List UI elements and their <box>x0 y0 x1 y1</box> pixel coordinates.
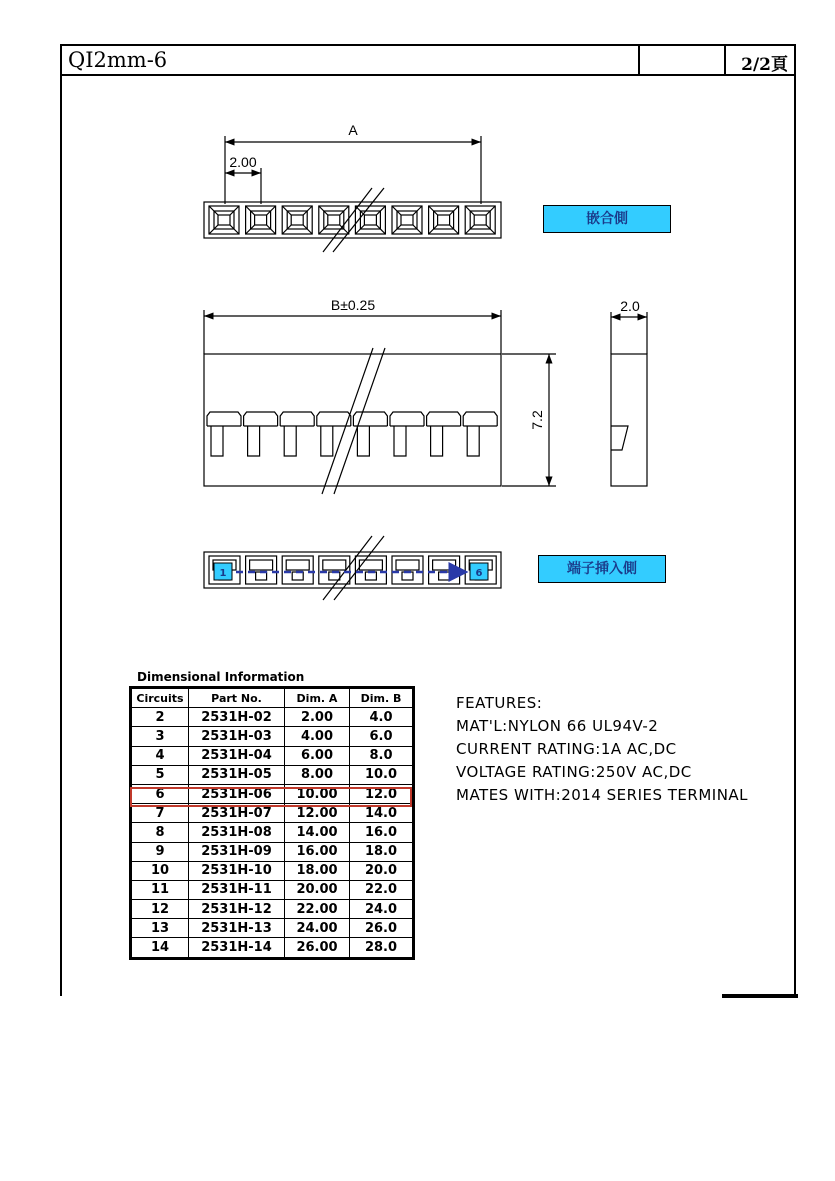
cell-dim-a: 18.00 <box>285 861 350 880</box>
cell-dim-a: 10.00 <box>285 784 350 803</box>
cell-part-no: 2531H-08 <box>189 823 285 842</box>
front-slot <box>427 412 461 456</box>
cell-dim-b: 20.0 <box>350 861 413 880</box>
cell-circuits: 14 <box>132 938 189 957</box>
cell-dim-a: 12.00 <box>285 804 350 823</box>
drawing-title: QI2mm-6 <box>68 48 168 72</box>
last-pin-number: 6 <box>475 568 483 579</box>
cell-part-no: 2531H-03 <box>189 727 285 746</box>
side-width-label: 2.0 <box>620 298 640 314</box>
bottom-cavities <box>209 556 496 584</box>
insert-cavity <box>429 556 460 584</box>
feature-current: CURRENT RATING:1A AC,DC <box>456 740 677 758</box>
cell-dim-a: 6.00 <box>285 746 350 765</box>
front-view <box>204 310 556 494</box>
mating-side-label: 嵌合側 <box>543 205 671 233</box>
front-slot <box>244 412 278 456</box>
table-row <box>132 900 413 919</box>
pin-cavity <box>319 206 349 234</box>
dim-a-label: A <box>348 122 358 138</box>
cell-circuits: 10 <box>132 861 189 880</box>
first-pin-number: 1 <box>219 568 227 579</box>
front-slots <box>207 412 497 456</box>
insert-cavity <box>319 556 350 584</box>
cell-dim-a: 8.00 <box>285 765 350 784</box>
table-row <box>132 727 413 746</box>
front-slot <box>280 412 314 456</box>
insert-cavity <box>282 556 313 584</box>
pin-cavity <box>392 206 422 234</box>
cell-part-no: 2531H-06 <box>189 784 285 803</box>
table-row <box>132 861 413 880</box>
insert-side-label: 端子挿入側 <box>538 555 666 583</box>
table-row <box>132 708 413 727</box>
cell-dim-b: 8.0 <box>350 746 413 765</box>
cell-circuits: 11 <box>132 880 189 899</box>
table-row <box>132 765 413 784</box>
table-header-row <box>132 689 413 708</box>
pitch-label: 2.00 <box>229 154 257 170</box>
cell-part-no: 2531H-09 <box>189 842 285 861</box>
pin-cavity <box>209 206 239 234</box>
cell-dim-b: 26.0 <box>350 919 413 938</box>
cell-dim-b: 18.0 <box>350 842 413 861</box>
cell-part-no: 2531H-10 <box>189 861 285 880</box>
table-row <box>132 938 413 957</box>
cell-dim-b: 4.0 <box>350 708 413 727</box>
header-part-no: Part No. <box>189 689 285 708</box>
highlighted-row-frame <box>130 787 412 807</box>
header-circuits: Circuits <box>132 689 189 708</box>
cell-dim-b: 16.0 <box>350 823 413 842</box>
features-heading: FEATURES: <box>456 694 543 712</box>
cell-circuits: 13 <box>132 919 189 938</box>
cell-circuits: 12 <box>132 900 189 919</box>
cell-circuits: 2 <box>132 708 189 727</box>
insert-cavity <box>246 556 277 584</box>
cell-dim-a: 22.00 <box>285 900 350 919</box>
cell-part-no: 2531H-05 <box>189 765 285 784</box>
page-number: 2/2頁 <box>741 55 788 75</box>
cell-circuits: 9 <box>132 842 189 861</box>
cell-part-no: 2531H-14 <box>189 938 285 957</box>
cell-dim-a: 4.00 <box>285 727 350 746</box>
cell-circuits: 5 <box>132 765 189 784</box>
dim-b-label: B±0.25 <box>330 297 376 313</box>
insert-cavity <box>355 556 386 584</box>
cell-part-no: 2531H-11 <box>189 880 285 899</box>
table-row <box>132 919 413 938</box>
bottom-view <box>204 536 501 600</box>
cell-dim-b: 24.0 <box>350 900 413 919</box>
cell-part-no: 2531H-02 <box>189 708 285 727</box>
height-label: 7.2 <box>529 410 545 430</box>
features-block <box>456 692 748 807</box>
front-slot <box>207 412 241 456</box>
table-title: Dimensional Information <box>137 670 305 684</box>
cell-circuits: 7 <box>132 804 189 823</box>
pin-cavity <box>355 206 385 234</box>
feature-voltage: VOLTAGE RATING:250V AC,DC <box>456 763 692 781</box>
cell-dim-a: 26.00 <box>285 938 350 957</box>
cell-circuits: 6 <box>132 784 189 803</box>
dimension-table <box>131 688 413 958</box>
cell-dim-a: 2.00 <box>285 708 350 727</box>
front-slot <box>463 412 497 456</box>
bottom-housing-outline <box>204 552 501 588</box>
cell-dim-b: 10.0 <box>350 765 413 784</box>
front-slot <box>317 412 351 456</box>
cell-dim-a: 24.00 <box>285 919 350 938</box>
front-slot <box>390 412 424 456</box>
cell-dim-a: 20.00 <box>285 880 350 899</box>
table-row <box>132 823 413 842</box>
front-slot <box>353 412 387 456</box>
cell-dim-b: 14.0 <box>350 804 413 823</box>
cell-dim-b: 6.0 <box>350 727 413 746</box>
header-dim-a: Dim. A <box>285 689 350 708</box>
header-dim-b: Dim. B <box>350 689 413 708</box>
cell-dim-a: 16.00 <box>285 842 350 861</box>
cell-dim-b: 22.0 <box>350 880 413 899</box>
pin-cavity <box>246 206 276 234</box>
pin-cavity <box>282 206 312 234</box>
front-housing-outline <box>204 354 501 486</box>
table-row <box>132 880 413 899</box>
feature-material: MAT'L:NYLON 66 UL94V-2 <box>456 717 659 735</box>
cell-part-no: 2531H-13 <box>189 919 285 938</box>
cell-part-no: 2531H-04 <box>189 746 285 765</box>
cell-dim-b: 28.0 <box>350 938 413 957</box>
cell-dim-b: 12.0 <box>350 784 413 803</box>
cell-circuits: 4 <box>132 746 189 765</box>
insert-cavity <box>392 556 423 584</box>
table-row <box>132 746 413 765</box>
pin-cavity <box>465 206 495 234</box>
cell-part-no: 2531H-07 <box>189 804 285 823</box>
cell-circuits: 8 <box>132 823 189 842</box>
table-row <box>132 842 413 861</box>
cell-dim-a: 14.00 <box>285 823 350 842</box>
cell-circuits: 3 <box>132 727 189 746</box>
top-pin-cavities <box>209 206 495 234</box>
cell-part-no: 2531H-12 <box>189 900 285 919</box>
pin-cavity <box>429 206 459 234</box>
side-view <box>611 312 647 486</box>
feature-mates: MATES WITH:2014 SERIES TERMINAL <box>456 786 749 804</box>
